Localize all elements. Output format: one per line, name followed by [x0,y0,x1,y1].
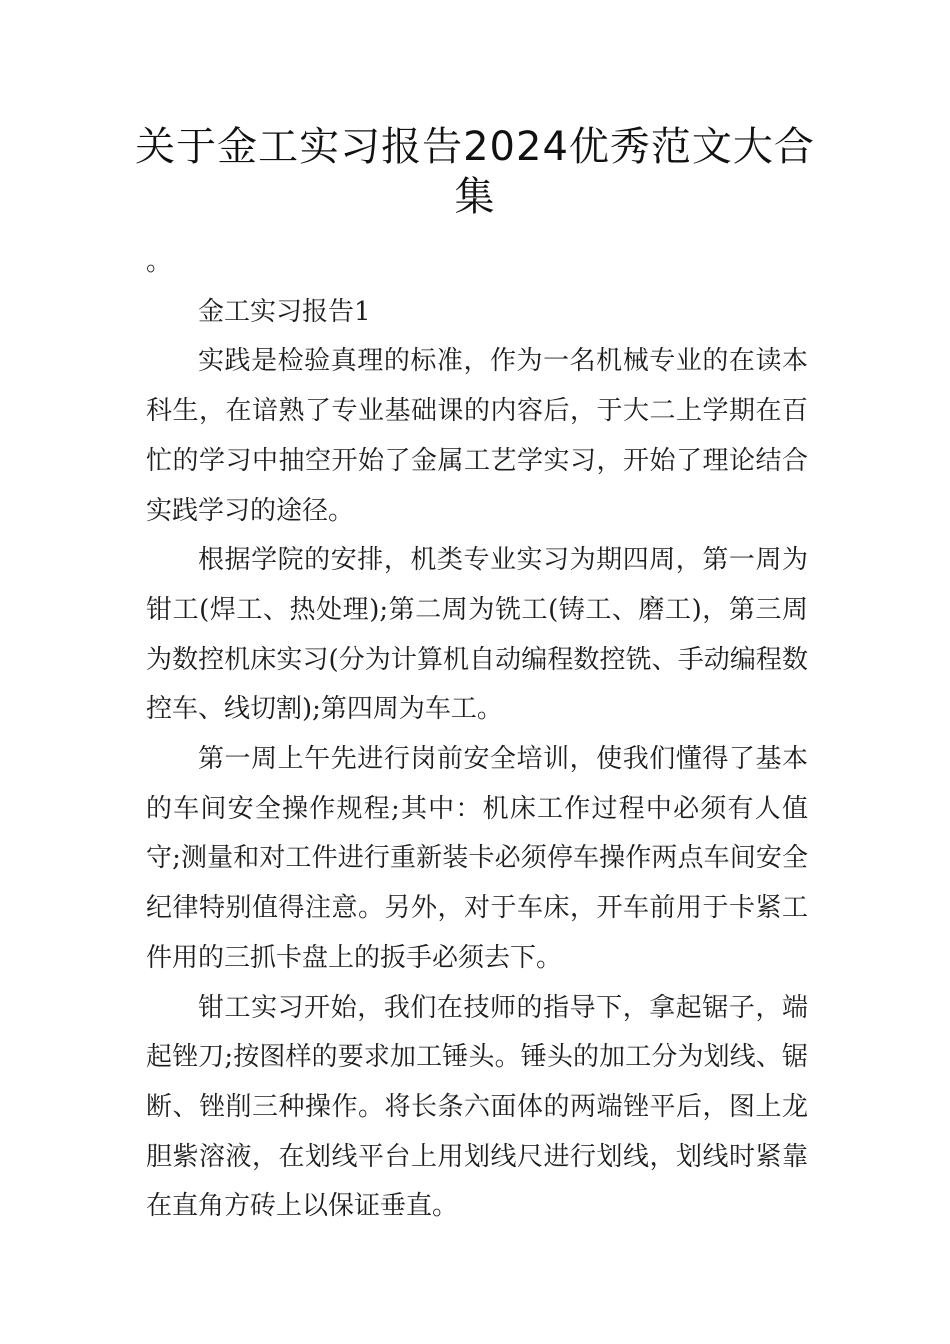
paragraph: 根据学院的安排，机类专业实习为期四周，第一周为钳工(焊工、热处理);第二周为铣工(铸工、磨工)，第三周为数控机床实习(分为计算机自动编程数控铣、手动编程数控车、线切割);第四周为车工。 [146,545,808,725]
section-heading: 金工实习报告1 [198,296,371,327]
lead-mark: 。 [146,247,173,277]
paragraph: 实践是检验真理的标准，作为一名机械专业的在读本科生，在谙熟了专业基础课的内容后，于大二上学期在百忙的学习中抽空开始了金属工艺学实习，开始了理论结合实践学习的途径。 [146,346,808,526]
paragraph: 第一周上午先进行岗前安全培训，使我们懂得了基本的车间安全操作规程;其中：机床工作过程中必须有人值守;测量和对工件进行重新装卡必须停车操作两点车间安全纪律特别值得注意。另外，对于车床，开车前用于卡紧工件用的三抓卡盘上的扳手必须去下。 [146,744,808,973]
document-title: 关于金工实习报告2024优秀范文大合集 [135,124,815,220]
paragraph: 钳工实习开始，我们在技师的指导下，拿起锯子，端起锉刀;按图样的要求加工锤头。锤头的加工分为划线、锯断、锉削三种操作。将长条六面体的两端锉平后，图上龙胆紫溶液，在划线平台上用划线尺进行划线，划线时紧靠在直角方砖上以保证垂直。 [146,992,808,1222]
document-body [146,238,808,1232]
